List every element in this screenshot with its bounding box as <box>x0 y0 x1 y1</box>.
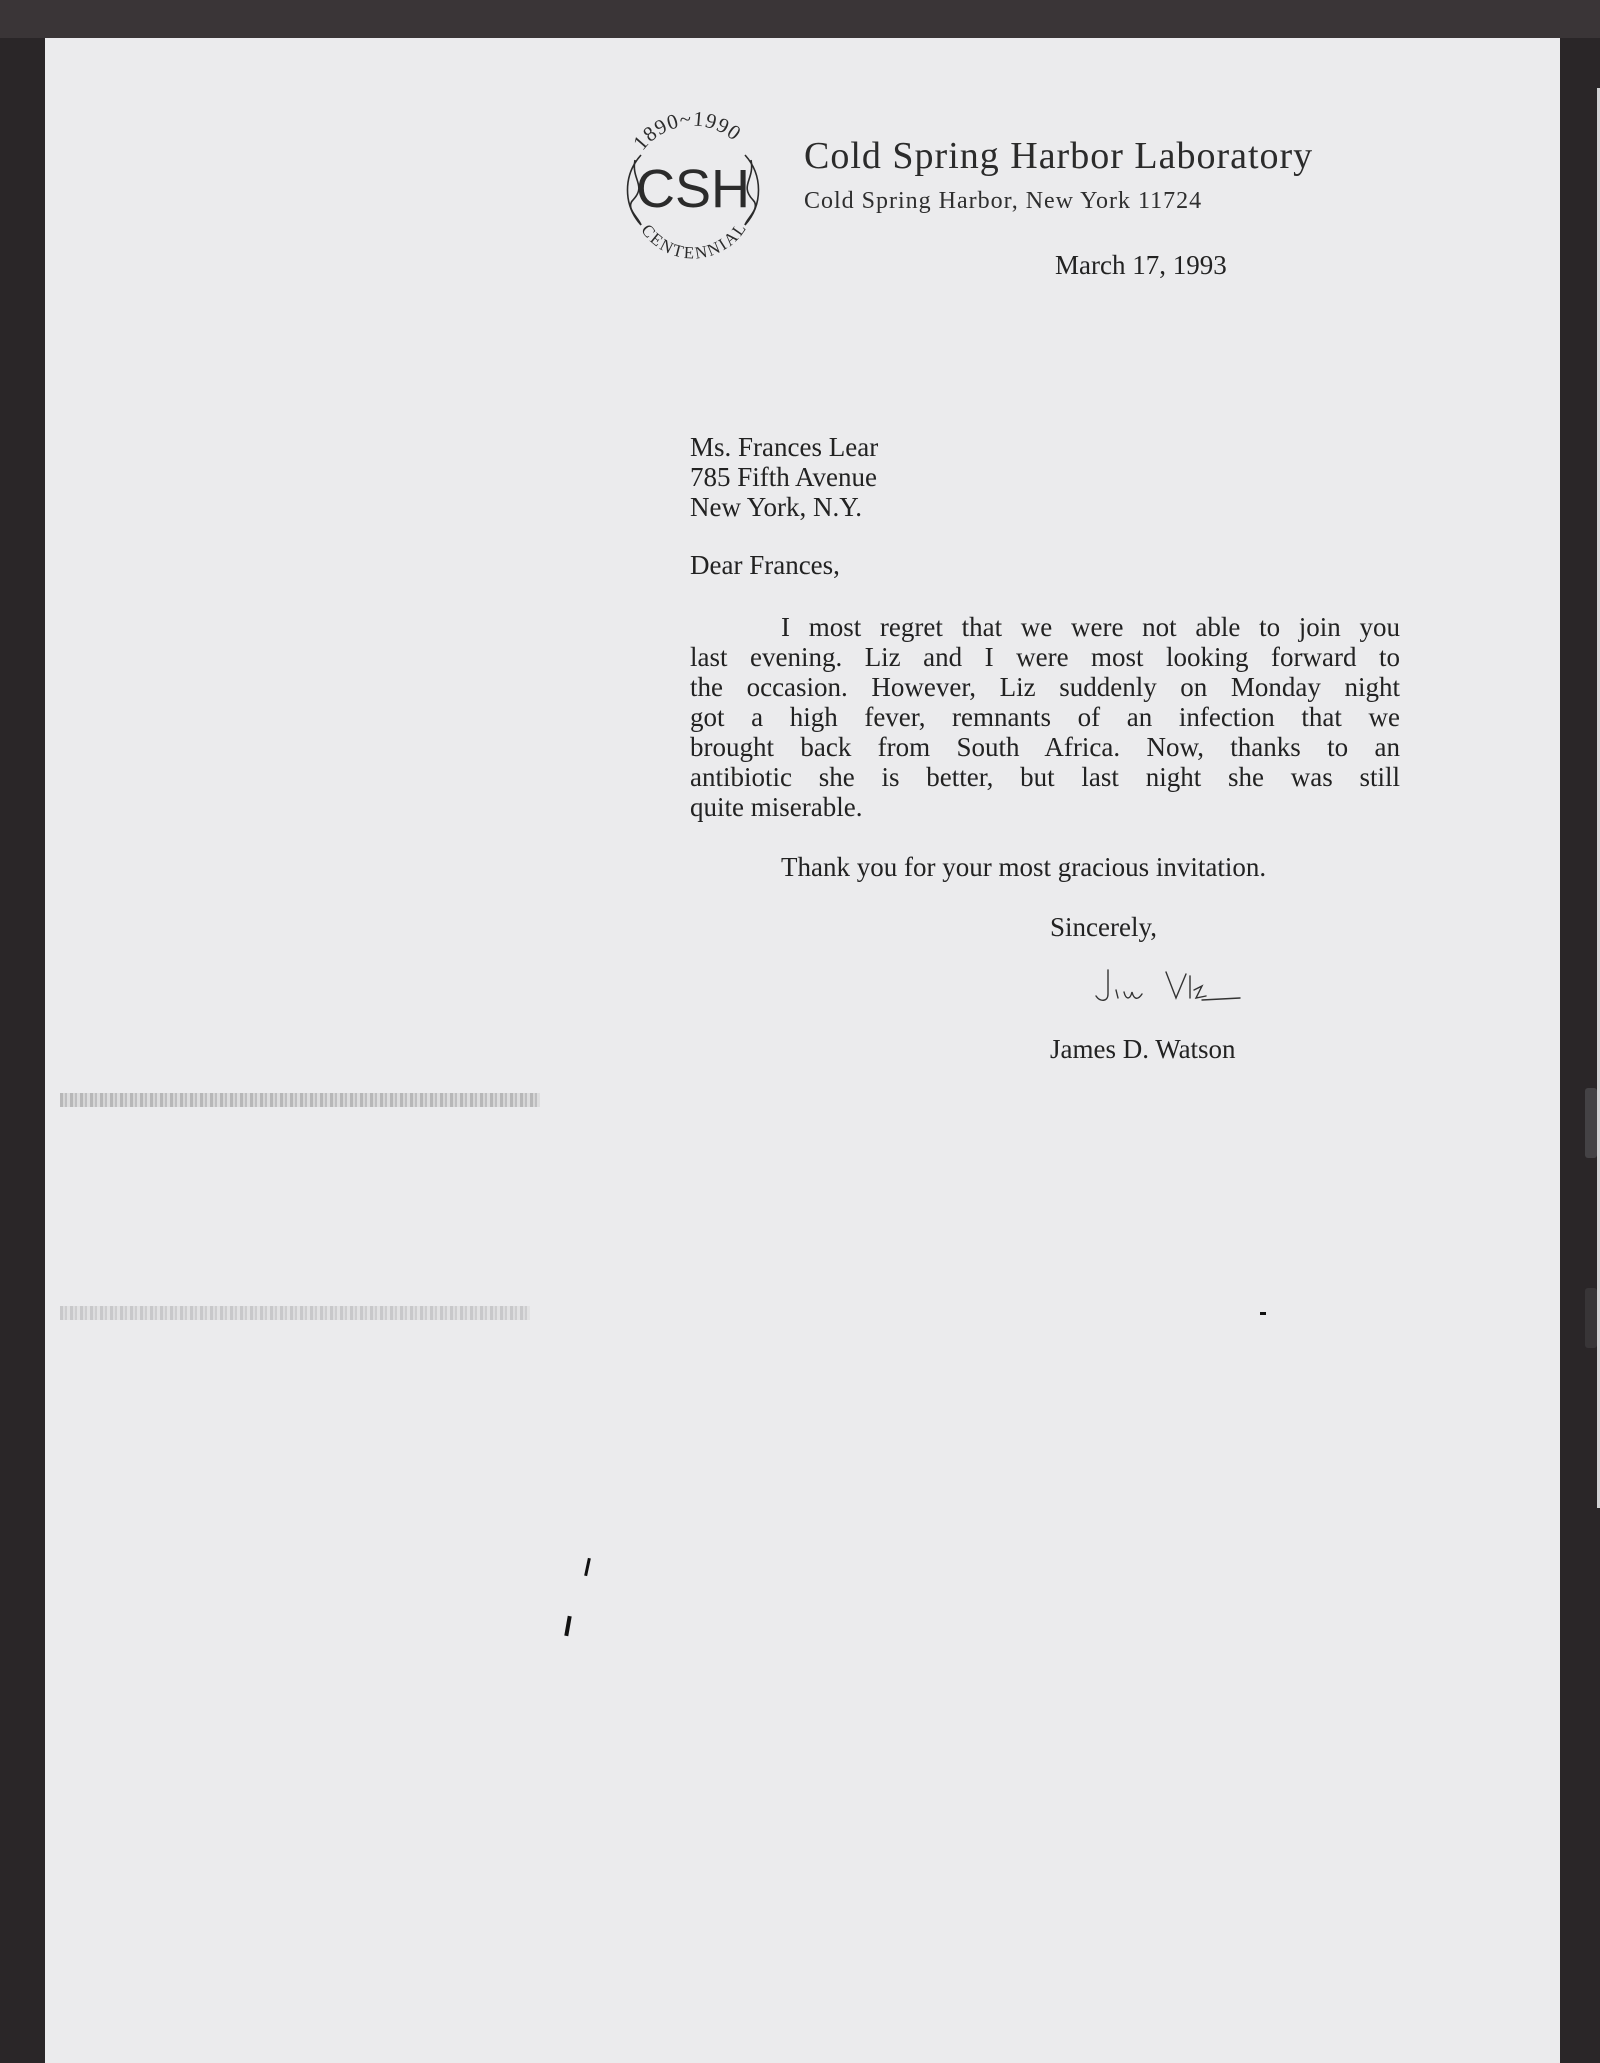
letter-page <box>45 38 1560 2063</box>
recipient-address <box>690 432 878 522</box>
letter-body <box>690 612 1400 822</box>
body-line: last evening. Liz and I were most looking forward to <box>690 642 1400 672</box>
background-frame <box>0 0 1600 38</box>
recipient-line: New York, N.Y. <box>690 492 863 522</box>
complimentary-close: Sincerely, <box>1050 912 1157 942</box>
letter-date: March 17, 1993 <box>1055 250 1227 280</box>
body-line: I most regret that we were not able to join you <box>781 612 1400 642</box>
handwritten-signature <box>1090 962 1260 1012</box>
svg-text:CENTENNIAL <box>637 218 750 262</box>
organization-address: Cold Spring Harbor, New York 11724 <box>804 188 1203 214</box>
thanks-paragraph: Thank you for your most gracious invitation. <box>781 852 1267 882</box>
organization-name: Cold Spring Harbor Laboratory <box>804 135 1314 177</box>
svg-text:1890~1990 <box>628 106 746 154</box>
body-line: antibiotic she is better, but last night she was still <box>690 762 1400 792</box>
bleed-through-mark <box>60 1306 530 1320</box>
seal-monogram: CSH <box>635 159 751 219</box>
edge-smudge <box>1585 1088 1597 1158</box>
edge-smudge <box>1585 1288 1597 1348</box>
body-line: got a high fever, remnants of an infection that we <box>690 702 1400 732</box>
bleed-through-mark <box>60 1093 540 1107</box>
body-line: the occasion. However, Liz suddenly on Monday night <box>690 672 1400 702</box>
recipient-line: 785 Fifth Avenue <box>690 462 877 492</box>
centennial-seal-logo <box>603 100 783 280</box>
body-line: quite miserable. <box>690 792 863 822</box>
signer-name: James D. Watson <box>1050 1034 1236 1064</box>
seal-years-arc: 1890~1990 <box>628 106 747 155</box>
recipient-line: Ms. Frances Lear <box>690 432 879 462</box>
seal-ring-text: CENTENNIAL <box>637 218 751 263</box>
salutation: Dear Frances, <box>690 550 840 580</box>
body-line: brought back from South Africa. Now, thanks to an <box>690 732 1400 762</box>
ink-speck <box>1260 1312 1266 1315</box>
